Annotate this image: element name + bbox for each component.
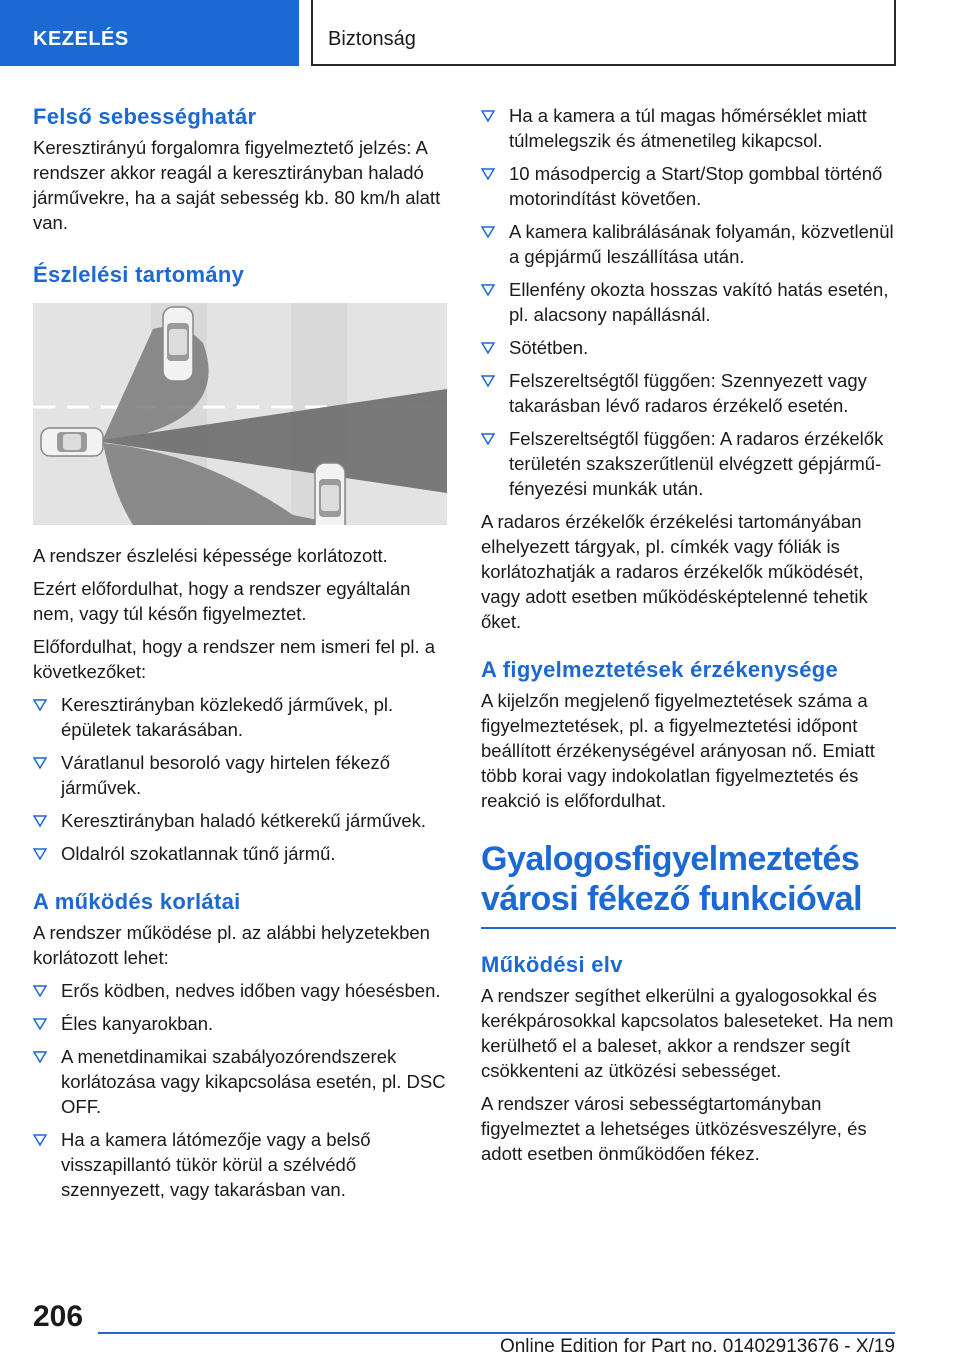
triangle-bullet-icon <box>33 985 47 997</box>
list-item <box>481 368 896 418</box>
list-item <box>33 1044 449 1119</box>
heading-upper-speed: Felső sebességhatár <box>33 104 257 129</box>
chapter-box <box>311 0 896 66</box>
heading-limits: A működés korlátai <box>33 889 241 914</box>
footer-edition: Online Edition for Part no. 01402913676 - X/19 <box>499 1336 895 1357</box>
triangle-bullet-icon <box>33 1051 47 1063</box>
paragraph-may-happen: Ezért előfordulhat, hogy a rendszer egyáltalán nem, vagy túl későn figyelmeztet. <box>33 578 411 624</box>
list-item <box>481 103 896 153</box>
detection-range-figure <box>33 303 447 525</box>
list-item-text: Ha a kamera látómezője vagy a belső visszapillantó tükör körül a szélvédő szennyezett, vagy takarásban van. <box>61 1129 371 1200</box>
list-item <box>33 692 449 742</box>
section-tab <box>0 0 299 66</box>
list-item-text: Ha a kamera a túl magas hőmérséklet miatt túlmelegszik és átmenetileg kikapcsol. <box>509 105 867 151</box>
heading-sensitivity: A figyelmeztetések érzékenysége <box>481 657 839 682</box>
list-item <box>481 277 896 327</box>
triangle-bullet-icon <box>481 284 495 296</box>
list-item-text: Keresztirányban haladó kétkerekű járművek. <box>61 810 427 831</box>
list-item <box>33 978 449 1003</box>
chapter-title: Biztonság <box>328 28 416 50</box>
paragraph-upper-speed: Keresztirányú forgalomra figyelmeztető jelzés: A rendszer akkor reagál a keresztirányban haladó járművekre, ha a saját sebesség kb. 80 km/h alatt van. <box>33 137 441 233</box>
list-item-text: A kamera kalibrálásának folyamán, közvetlenül a gépjármű leszállítása után. <box>509 221 894 267</box>
triangle-bullet-icon <box>481 226 495 238</box>
list-item-text: 10 másodpercig a Start/Stop gombbal történő motorindítást követően. <box>509 163 883 209</box>
triangle-bullet-icon <box>33 815 47 827</box>
list-item-text: A menetdinamikai szabályozórendszerek korlátozása vagy kikapcsolása esetén, pl. DSC OFF. <box>61 1046 446 1117</box>
paragraph-limited: A rendszer észlelési képessége korlátozott. <box>33 545 388 566</box>
list-item <box>481 335 896 360</box>
list-item <box>481 426 896 501</box>
paragraph-principle-1: A rendszer segíthet elkerülni a gyalogosokkal és kerékpárosokkal kapcsolatos baleseteket. Ha nem kerülhető el a baleset, akkor a rendszer segít csökkenteni az ütközési sebességet. <box>481 985 894 1081</box>
list-limits <box>33 978 449 1202</box>
heading-pedestrian-warning: Gyalogosfigyelmeztetés városi fékező funkcióval <box>481 840 863 918</box>
section-title: KEZELÉS <box>33 28 129 50</box>
list-item-text: Éles kanyarokban. <box>61 1013 214 1034</box>
paragraph-not-recognize: Előfordulhat, hogy a rendszer nem ismeri fel pl. a következőket: <box>33 636 436 682</box>
list-item-text: Erős ködben, nedves időben vagy hóesésben. <box>61 980 441 1001</box>
triangle-bullet-icon <box>481 375 495 387</box>
heading-principle: Működési elv <box>481 952 623 977</box>
paragraph-principle-2: A rendszer városi sebességtartományban figyelmeztet a lehetséges ütközésveszélyre, és adott esetben önműködően fékez. <box>481 1093 867 1164</box>
page-header <box>0 0 960 66</box>
triangle-bullet-icon <box>33 757 47 769</box>
list-item <box>33 1011 449 1036</box>
right-column <box>481 103 896 1166</box>
list-not-recognize <box>33 692 449 866</box>
paragraph-limits: A rendszer működése pl. az alábbi helyzetekben korlátozott lehet: <box>33 922 430 968</box>
list-item <box>33 750 449 800</box>
list-item <box>33 841 449 866</box>
heading-detection-range: Észlelési tartomány <box>33 262 245 287</box>
heading-rule <box>481 927 896 929</box>
list-limits-continued <box>481 103 896 501</box>
left-column <box>33 103 449 1202</box>
list-item-text: Felszereltségtől függően: Szennyezett vagy takarásban lévő radaros érzékelő esetén. <box>509 370 867 416</box>
crossing-traffic-detection-diagram-icon <box>33 303 447 525</box>
page-number: 206 <box>33 1300 84 1333</box>
triangle-bullet-icon <box>481 110 495 122</box>
triangle-bullet-icon <box>33 1134 47 1146</box>
footer-rule <box>98 1332 895 1334</box>
list-item <box>481 161 896 211</box>
triangle-bullet-icon <box>481 342 495 354</box>
paragraph-sensitivity: A kijelzőn megjelenő figyelmeztetések száma a figyelmeztetések, pl. a figyelmeztetési időpont beállított érzékenységével arányosan nő. Emiatt több korai vagy indokolatlan figyelmeztetés és reakció is előfordulhat. <box>481 690 875 811</box>
list-item-text: Ellenfény okozta hosszas vakító hatás esetén, pl. alacsony napállásnál. <box>509 279 889 325</box>
paragraph-radar-objects: A radaros érzékelők érzékelési tartományában elhelyezett tárgyak, pl. címkék vagy fóliák is korlátozhatják a radaros érzékelők működését, vagy adott esetben működésképtelenné tehetik őket. <box>481 511 868 632</box>
list-item-text: Oldalról szokatlannak tűnő jármű. <box>61 843 336 864</box>
list-item <box>481 219 896 269</box>
list-item-text: Sötétben. <box>509 337 589 358</box>
list-item <box>33 1127 449 1202</box>
triangle-bullet-icon <box>33 699 47 711</box>
list-item-text: Keresztirányban közlekedő járművek, pl. épületek takarásában. <box>61 694 394 740</box>
list-item-text: Felszereltségtől függően: A radaros érzékelők területén szakszerűtlenül elvégzett gépjármű-fényezési munkák után. <box>509 428 884 499</box>
list-item-text: Váratlanul besoroló vagy hirtelen fékező járművek. <box>61 752 391 798</box>
triangle-bullet-icon <box>33 848 47 860</box>
list-item <box>33 808 449 833</box>
triangle-bullet-icon <box>33 1018 47 1030</box>
triangle-bullet-icon <box>481 433 495 445</box>
triangle-bullet-icon <box>481 168 495 180</box>
